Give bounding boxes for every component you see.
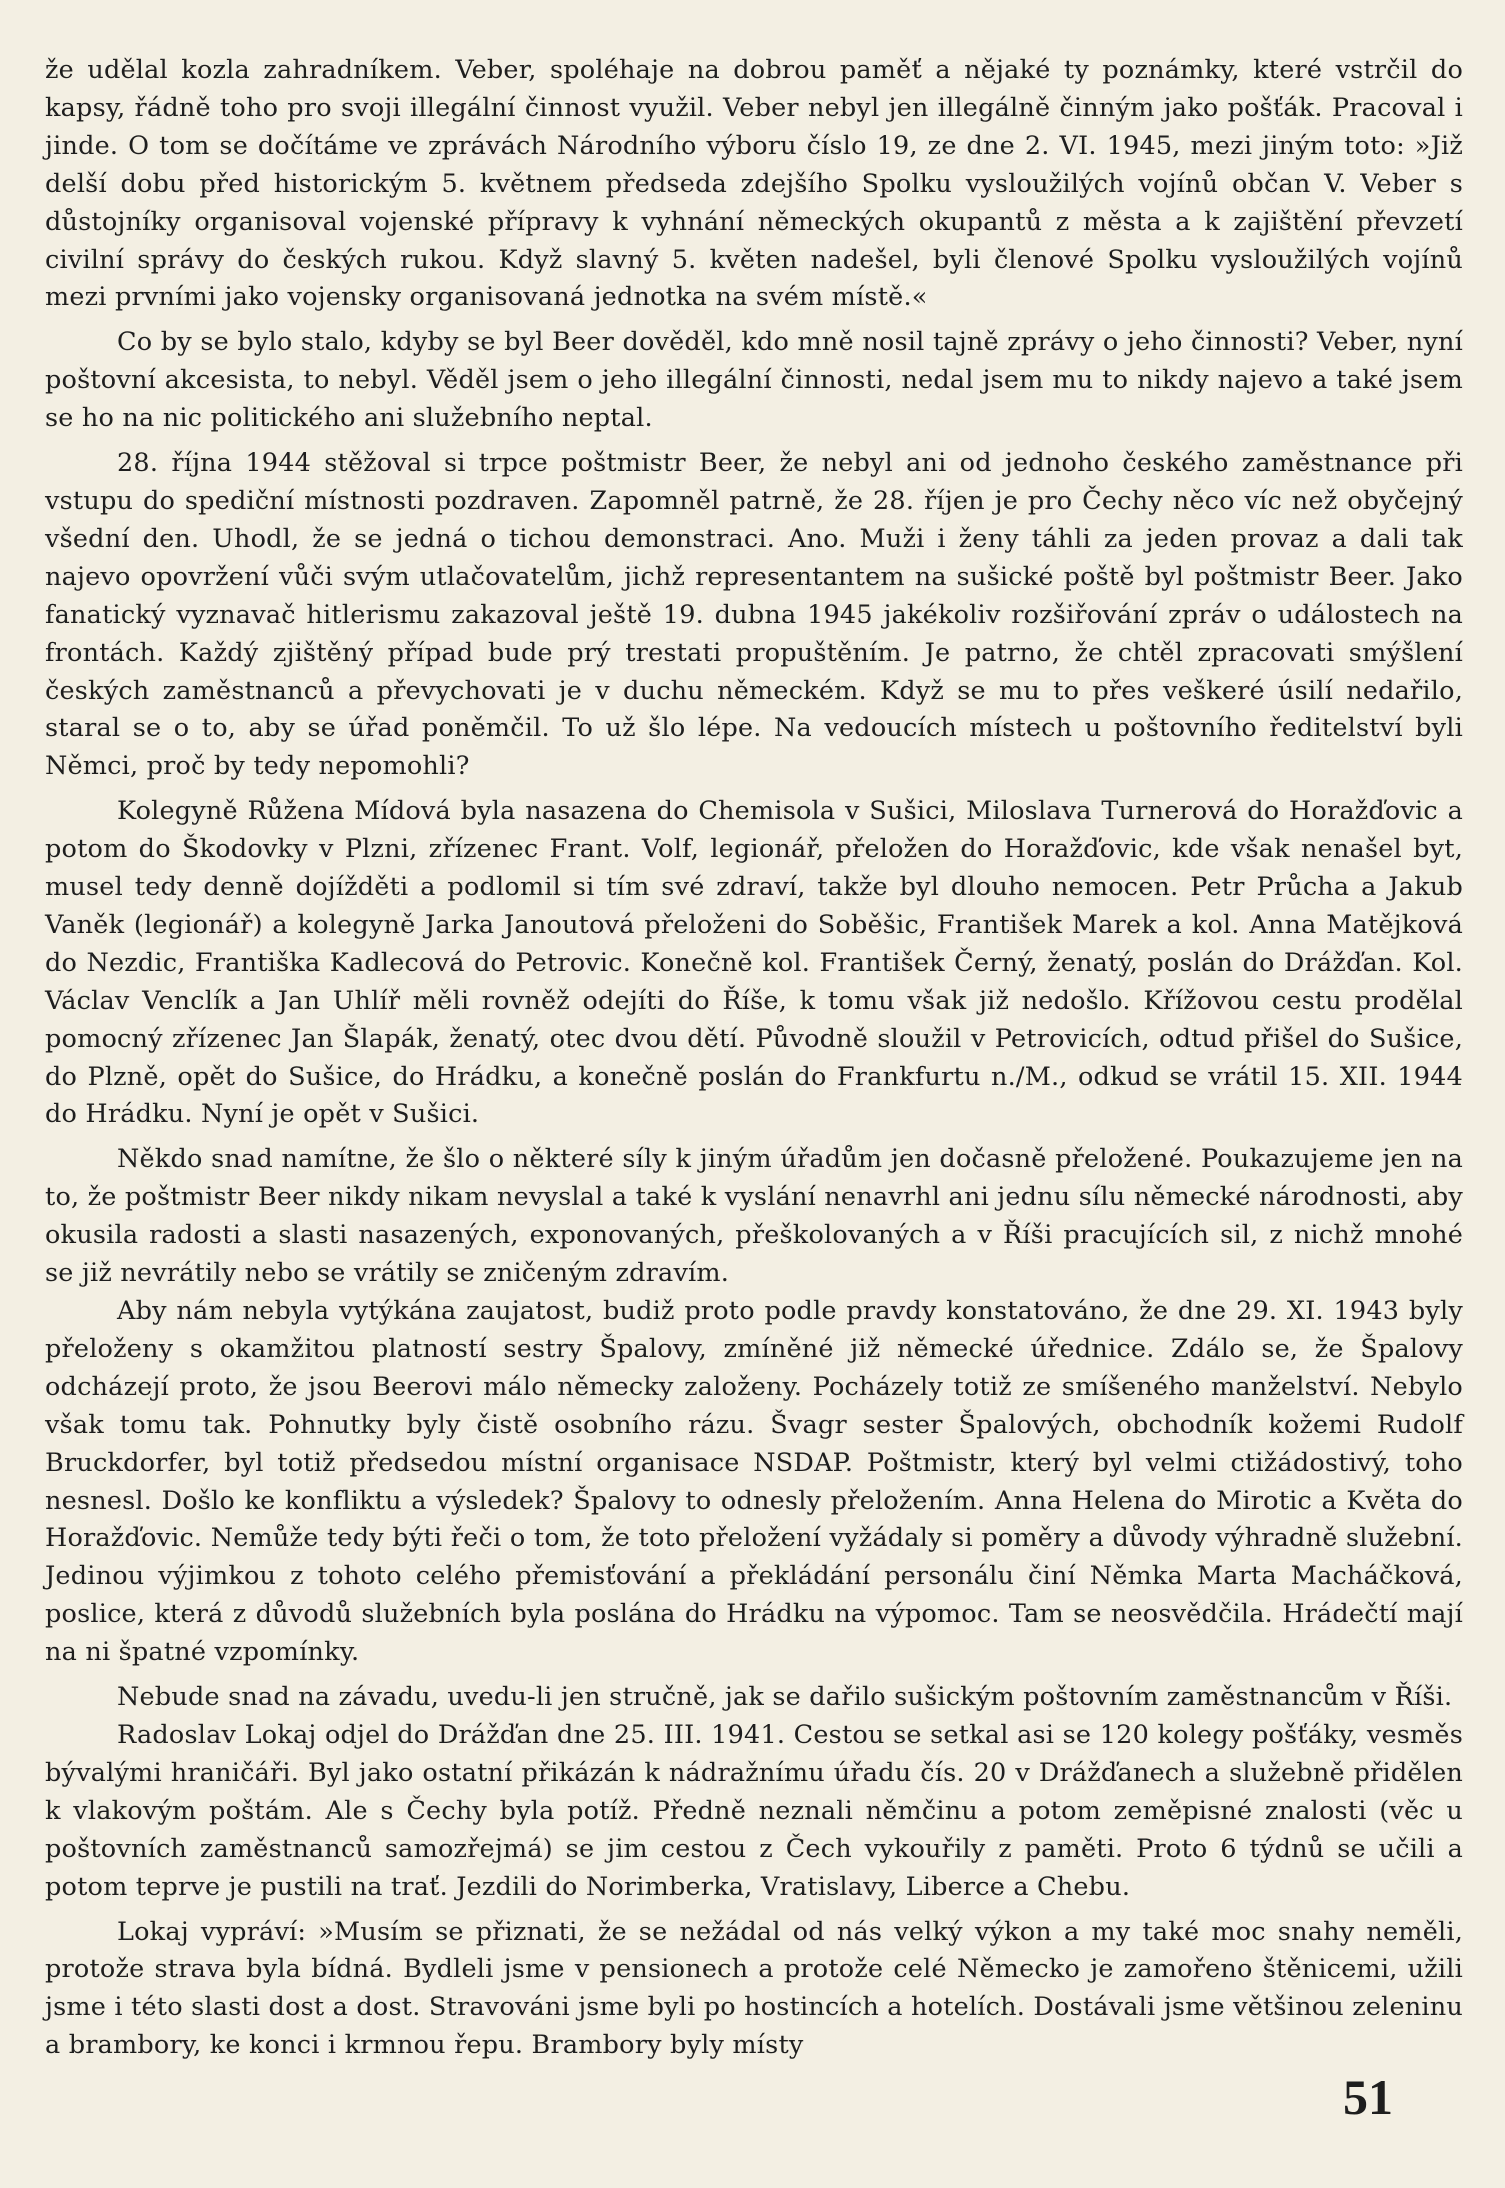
- paragraph-1: že udělal kozla zahradníkem. Veber, spoléhaje na dobrou paměť a nějaké ty poznámky, které vstrčil do kapsy, řádně toho pro svoji illegální činnost využil. Veber nebyl jen illegálně činným jako pošťák. Pracoval i jinde. O tom se dočítáme ve zprávách Národního výboru číslo 19, ze dne 2. VI. 1945, mezi jiným toto: »Již delší dobu před historickým 5. květnem předseda zdejšího Spolku vysloužilých vojínů občan V. Veber s důstojníky organisoval vojenské přípravy k vyhnání německých okupantů z města a k zajištění převzetí civilní správy do českých rukou. Když slavný 5. květen nadešel, byli členové Spolku vysloužilých vojínů mezi prvními jako vojensky organisovaná jednotka na svém místě.«: [45, 55, 1463, 313]
- paragraph-4: Kolegyně Růžena Mídová byla nasazena do Chemisola v Sušici, Miloslava Turnerová do Horažďovic a potom do Škodovky v Plzni, zřízenec Frant. Volf, legionář, přeložen do Horažďovic, kde však nenašel byt, musel tedy denně dojížděti a podlomil si tím své zdraví, takže byl dlouho nemocen. Petr Průcha a Jakub Vaněk (legionář) a kolegyně Jarka Janoutová přeloženi do Soběšic, František Marek a kol. Anna Matějková do Nezdic, Františka Kadlecová do Petrovic. Konečně kol. František Černý, ženatý, poslán do Drážďan. Kol. Václav Venclík a Jan Uhlíř měli rovněž odejíti do Říše, k tomu však již nedošlo. Křížovou cestu prodělal pomocný zřízenec Jan Šlapák, ženatý, otec dvou dětí. Původně sloužil v Petrovicích, odtud přišel do Sušice, do Plzně, opět do Sušice, do Hrádku, a konečně poslán do Frankfurtu n./M., odkud se vrátil 15. XII. 1944 do Hrádku. Nyní je opět v Sušici.: [45, 796, 1463, 1130]
- paragraph-5: Někdo snad namítne, že šlo o některé síly k jiným úřadům jen dočasně přeložené. Poukazujeme jen na to, že poštmistr Beer nikdy nikam nevyslal a také k vyslání nenavrhl ani jednu sílu německé národnosti, aby okusila radosti a slasti nasazených, exponovaných, přeškolovaných a v Říši pracujících sil, z nichž mnohé se již nevrátily nebo se vrátily se zničeným zdravím.: [45, 1144, 1463, 1289]
- paragraph-2: Co by se bylo stalo, kdyby se byl Beer dověděl, kdo mně nosil tajně zprávy o jeho činnosti? Veber, nyní poštovní akcesista, to nebyl. Věděl jsem o jeho illegální činnosti, nedal jsem mu to nikdy najevo a také jsem se ho na nic politického ani služebního neptal.: [45, 327, 1463, 434]
- paragraph-7: Nebude snad na závadu, uvedu-li jen stručně, jak se dařilo sušickým poštovním zaměstnancům v Říši.: [117, 1682, 1453, 1713]
- paragraph-6: Aby nám nebyla vytýkána zaujatost, budiž proto podle pravdy konstatováno, že dne 29. XI. 1943 byly přeloženy s okamžitou platností sestry Špalovy, zmíněné již německé úřednice. Zdálo se, že Špalovy odcházejí proto, že jsou Beerovi málo německy založeny. Pocházely totiž ze smíšeného manželství. Nebylo však tomu tak. Pohnutky byly čistě osobního rázu. Švagr sester Špalových, obchodník kožemi Rudolf Bruckdorfer, byl totiž předsedou místní organisace NSDAP. Poštmistr, který byl velmi ctižádostivý, toho nesnesl. Došlo ke konfliktu a výsledek? Špalovy to odnesly přeložením. Anna Helena do Mirotic a Květa do Horažďovic. Nemůže tedy býti řeči o tom, že toto přeložení vyžádaly si poměry a důvody výhradně služební. Jedinou výjimkou z tohoto celého přemisťování a překládání personálu činí Němka Marta Macháčková, poslice, která z důvodů služebních byla poslána do Hrádku na výpomoc. Tam se neosvědčila. Hrádečtí mají na ni špatné vzpomínky.: [45, 1296, 1463, 1668]
- body-text: [45, 52, 1463, 2065]
- paragraph-3: 28. října 1944 stěžoval si trpce poštmistr Beer, že nebyl ani od jednoho českého zaměstnance při vstupu do spediční místnosti pozdraven. Zapomněl patrně, že 28. říjen je pro Čechy něco víc než obyčejný všední den. Uhodl, že se jedná o tichou demonstraci. Ano. Muži i ženy táhli za jeden provaz a dali tak najevo opovržení vůči svým utlačovatelům, jichž representantem na sušické poště byl poštmistr Beer. Jako fanatický vyznavač hitlerismu zakazoval ještě 19. dubna 1945 jakékoliv rozšiřování zpráv o událostech na frontách. Každý zjištěný případ bude prý trestati propuštěním. Je patrno, že chtěl zpracovati smýšlení českých zaměstnanců a převychovati je v duchu německém. Když se mu to přes veškeré úsilí nedařilo, staral se o to, aby se úřad poněmčil. To už šlo lépe. Na vedoucích místech u poštovního ředitelství byli Němci, proč by tedy nepomohli?: [45, 448, 1463, 782]
- paragraph-9: Lokaj vypráví: »Musím se přiznati, že se nežádal od nás velký výkon a my také moc snahy neměli, protože strava byla bídná. Bydleli jsme v pensionech a protože celé Německo je zamořeno štěnicemi, užili jsme i této slasti dost a dost. Stravováni jsme byli po hostincích a hotelích. Dostávali jsme většinou zeleninu a brambory, ke konci i krmnou řepu. Brambory byly místy: [45, 1916, 1463, 2061]
- page-number: 51: [1343, 2069, 1393, 2125]
- paragraph-8: Radoslav Lokaj odjel do Drážďan dne 25. III. 1941. Cestou se setkal asi se 120 kolegy pošťáky, vesměs bývalými hraničáři. Byl jako ostatní přikázán k nádražnímu úřadu čís. 20 v Drážďanech a služebně přidělen k vlakovým poštám. Ale s Čechy byla potíž. Předně neznali němčinu a potom zeměpisné znalosti (věc u poštovních zaměstnanců samozřejmá) se jim cestou z Čech vykouřily z paměti. Proto 6 týdnů se učili a potom teprve je pustili na trať. Jezdili do Norimberka, Vratislavy, Liberce a Chebu.: [45, 1719, 1463, 1902]
